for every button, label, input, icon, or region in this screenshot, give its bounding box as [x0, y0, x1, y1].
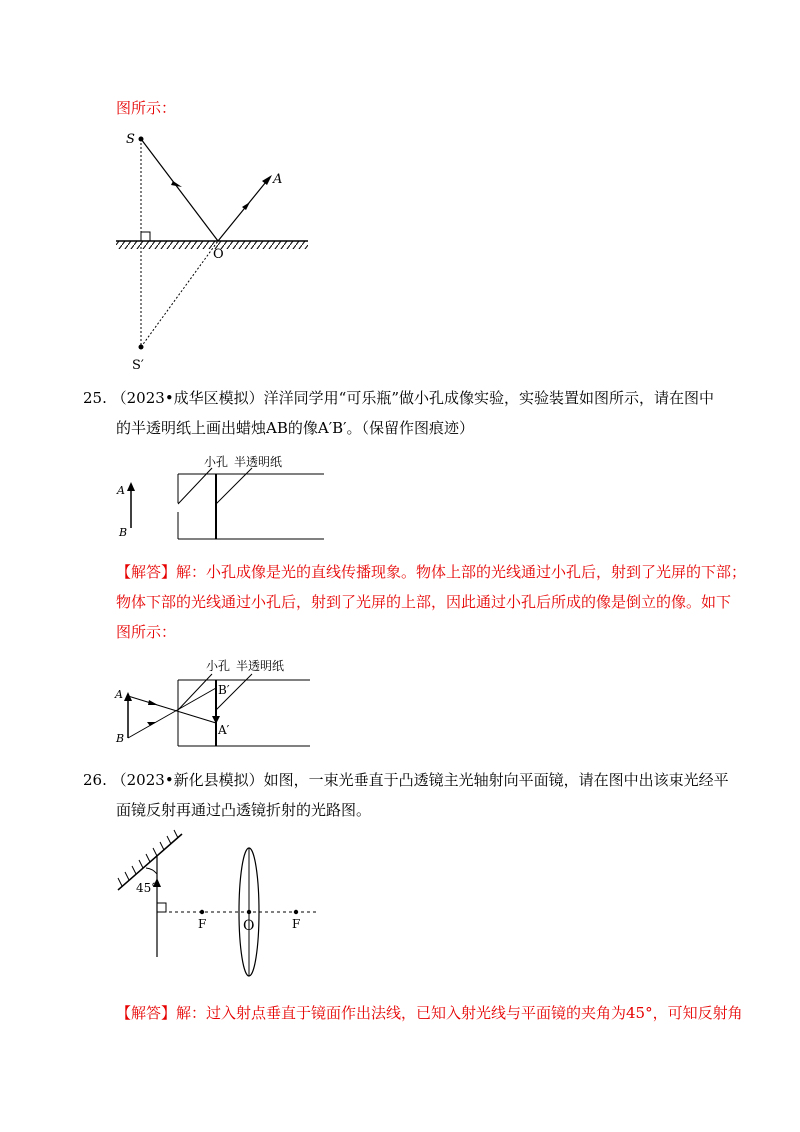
mirror-hatch — [116, 241, 308, 249]
angle-arc — [146, 868, 157, 874]
answer-25-tag: 【解答】 — [116, 563, 177, 581]
question-26-number: 26. — [83, 771, 107, 789]
question-26-text1: 如图，一束光垂直于凸透镜主光轴射向平面镜，请在图中出该束光经平 — [263, 771, 729, 789]
question-25-line1 — [83, 388, 714, 408]
label-o: O — [243, 918, 255, 934]
question-25-source: （2023•成华区模拟） — [111, 389, 264, 407]
question-26-line2: 面镜反射再通过凸透镜折射的光路图。 — [116, 801, 372, 819]
answer-25-line2: 物体下部的光线通过小孔后，射到了光屏的上部，因此通过小孔后所成的像是倒立的像。如下 — [116, 593, 732, 611]
label-s: S — [126, 132, 135, 147]
question-25-text1: 洋洋同学用“可乐瓶”做小孔成像实验，实验装置如图所示，请在图中 — [263, 389, 715, 407]
answer-25-line3: 图所示： — [116, 623, 177, 641]
leader-hole — [178, 674, 212, 710]
label-f-left: F — [198, 917, 207, 931]
label-hole: 小孔 — [206, 659, 231, 673]
question-25-number: 25. — [83, 389, 107, 407]
label-paper: 半透明纸 — [234, 455, 283, 469]
label-angle: 45° — [136, 881, 158, 895]
label-a-prime: A′ — [218, 723, 230, 737]
answer-26-line1 — [116, 1003, 743, 1023]
ray-a-arrow — [148, 700, 158, 705]
leader-hole — [178, 468, 212, 504]
leader-paper — [216, 468, 252, 504]
figure-26-mirror-lens — [110, 834, 330, 964]
label-b: B — [119, 526, 128, 539]
point-f-left — [200, 910, 204, 914]
label-b: B — [116, 732, 125, 745]
label-b-prime: B′ — [218, 683, 230, 697]
label-o: O — [213, 247, 224, 262]
label-a: A — [117, 484, 125, 497]
figure-25-pinhole — [112, 444, 332, 544]
question-26-line1 — [83, 770, 729, 790]
incident-ray — [141, 139, 218, 241]
label-paper: 半透明纸 — [236, 659, 285, 673]
ray-b-to-b-prime — [128, 688, 216, 738]
label-s-prime: S′ — [132, 358, 144, 373]
answer-24-tail: 图所示： — [116, 99, 177, 117]
question-25-line2: 的半透明纸上画出蜡烛AB的像A′B′。（保留作图痕迹） — [116, 419, 475, 437]
label-f-right: F — [292, 917, 301, 931]
figure-24-reflection — [110, 125, 330, 375]
reflected-arrow-mid — [242, 202, 250, 210]
label-a: A — [273, 172, 283, 187]
answer-25-text1: 解：小孔成像是光的直线传播现象。物体上部的光线通过小孔后，射到了光屏的下部； — [176, 563, 747, 581]
question-26-source: （2023•新化县模拟） — [111, 771, 264, 789]
point-f-right — [294, 910, 298, 914]
figure-25-answer — [112, 650, 332, 750]
ray-a-to-a-prime — [128, 696, 216, 723]
answer-25-line1 — [116, 562, 746, 582]
candle-arrowhead — [127, 482, 135, 491]
ray-b-arrow — [147, 722, 156, 726]
right-angle-mark — [141, 232, 150, 241]
label-hole: 小孔 — [204, 455, 229, 469]
reflected-ray — [218, 177, 270, 241]
reflected-arrow-end — [262, 175, 272, 185]
answer-26-tag: 【解答】 — [116, 1004, 177, 1022]
virtual-ray-dotted — [141, 241, 218, 347]
answer-26-text1: 解：过入射点垂直于镜面作出法线，已知入射光线与平面镜的夹角为45°，可知反射角 — [176, 1004, 743, 1022]
label-a: A — [115, 688, 123, 701]
right-angle-mark — [157, 903, 166, 912]
point-o — [247, 910, 251, 914]
mirror-hatch — [118, 830, 178, 886]
